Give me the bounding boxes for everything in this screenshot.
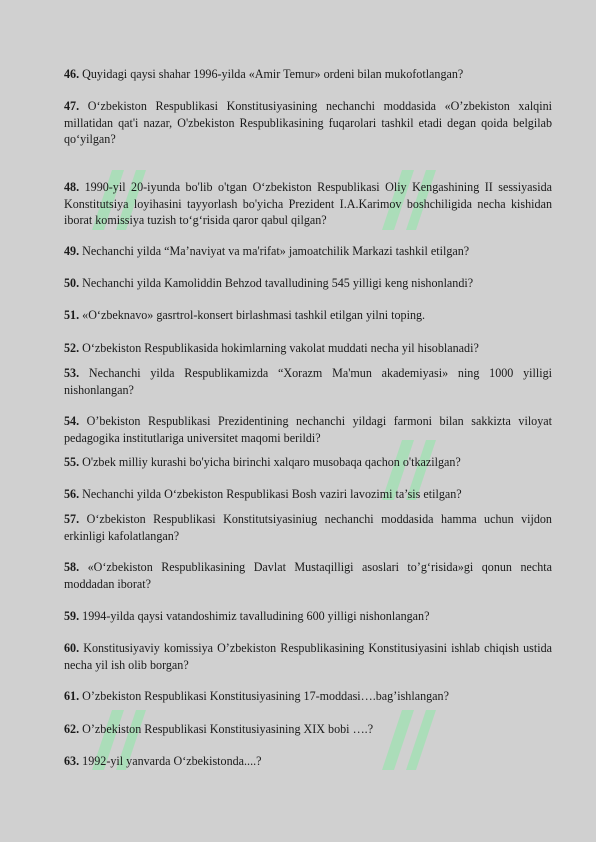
question-text: Nechanchi yilda “Ma’naviyat va ma'rifat» jamoatchilik Markazi tashkil etilgan? xyxy=(82,244,470,258)
question-50 xyxy=(64,275,552,292)
question-56 xyxy=(64,486,552,503)
watermark-logo-icon xyxy=(82,690,152,790)
question-53 xyxy=(64,365,552,398)
question-52 xyxy=(64,340,552,357)
question-57 xyxy=(64,511,552,544)
question-number: 55. xyxy=(64,455,80,469)
question-text: «O‘zbekiston Respublikasining Davlat Mustaqilligi asoslari to’g‘risida»gi qonun nechta moddadan iborat? xyxy=(64,560,553,591)
question-text: «O‘zbeknavo» gasrtrol-konsert birlashmasi tashkil etilgan yilni toping. xyxy=(82,308,426,322)
question-text: O’zbekiston Respublikasi Konstitusiyasining 17-moddasi….bag’ishlangan? xyxy=(82,689,449,703)
question-text: O‘zbekiston Respublikasi Konstitusiyasining nechanchi moddasida «O’zbekiston xalqini millatidan qat'i nazar, O'zbekiston Respublikasining fuqarolari tashkil etadi degan qoida belgilab qo‘yilgan? xyxy=(64,99,552,147)
question-49 xyxy=(64,243,552,260)
question-number: 56. xyxy=(64,487,80,501)
question-number: 48. xyxy=(64,180,80,194)
question-text: 1990-yil 20-iyunda bo'lib o'tgan O‘zbekiston Respublikasi Oliy Kengashining II sessiyasida Konstitutsiya loyihasini tayyorlash bo'yicha Prezident I.A.Karimov boshchiligida necha kishidan iborat komissiya tuzish to‘g‘risida qaror qabul qilgan? xyxy=(64,180,552,228)
question-number: 62. xyxy=(64,722,80,736)
question-number: 54. xyxy=(64,414,80,428)
watermark-logo-icon xyxy=(372,690,442,790)
question-text: O’zbekiston Respublikasi Konstitusiyasining XIX bobi ….? xyxy=(82,722,374,736)
question-54 xyxy=(64,413,552,446)
question-58 xyxy=(64,559,552,592)
question-text: Nechanchi yilda O‘zbekiston Respublikasi Bosh vaziri lavozimi ta’sis etilgan? xyxy=(82,487,462,501)
question-number: 46. xyxy=(64,67,80,81)
question-61 xyxy=(64,688,552,705)
question-number: 59. xyxy=(64,609,80,623)
question-number: 61. xyxy=(64,689,80,703)
question-48 xyxy=(64,179,552,229)
question-number: 63. xyxy=(64,754,80,768)
question-47 xyxy=(64,98,552,148)
question-number: 47. xyxy=(64,99,80,113)
question-text: Konstitusiyaviy komissiya O’zbekiston Respublikasining Konstitusiyasini ishlab chiqish ustida necha yil ish olib borgan? xyxy=(64,641,552,672)
question-text: 1992-yil yanvarda O‘zbekistonda....? xyxy=(82,754,262,768)
question-number: 60. xyxy=(64,641,80,655)
question-text: O'zbek milliy kurashi bo'yicha birinchi xalqaro musobaqa qachon o'tkazilgan? xyxy=(82,455,461,469)
question-number: 58. xyxy=(64,560,80,574)
question-number: 49. xyxy=(64,244,80,258)
question-55 xyxy=(64,454,552,471)
question-text: Quyidagi qaysi shahar 1996-yilda «Amir Temur» ordeni bilan mukofotlangan? xyxy=(82,67,464,81)
question-46 xyxy=(64,66,552,83)
question-60 xyxy=(64,640,552,673)
question-number: 52. xyxy=(64,341,80,355)
question-text: O’bekiston Respublikasi Prezidentining nechanchi yildagi farmoni bilan sakkizta viloyat pedagogika institutlariga universitet maqomi berildi? xyxy=(64,414,552,445)
question-number: 50. xyxy=(64,276,80,290)
question-59 xyxy=(64,608,552,625)
question-text: Nechanchi yilda Respublikamizda “Xorazm Ma'mun akademiyasi» ning 1000 yilligi nishonlangan? xyxy=(64,366,552,397)
question-text: O‘zbekiston Respublikasi Konstitutsiyasiniug nechanchi moddasida hamma uchun vijdon erkinligi kafolatlangan? xyxy=(64,512,552,543)
question-text: Nechanchi yilda Kamoliddin Behzod tavalludining 545 yilligi keng nishonlandi? xyxy=(82,276,474,290)
question-text: 1994-yilda qaysi vatandoshimiz tavalludining 600 yilligi nishonlangan? xyxy=(82,609,430,623)
question-number: 57. xyxy=(64,512,80,526)
question-63 xyxy=(64,753,552,770)
question-62 xyxy=(64,721,552,738)
question-number: 53. xyxy=(64,366,80,380)
question-51 xyxy=(64,307,552,324)
question-number: 51. xyxy=(64,308,80,322)
question-text: O‘zbekiston Respublikasida hokimlarning vakolat muddati necha yil hisoblanadi? xyxy=(82,341,479,355)
